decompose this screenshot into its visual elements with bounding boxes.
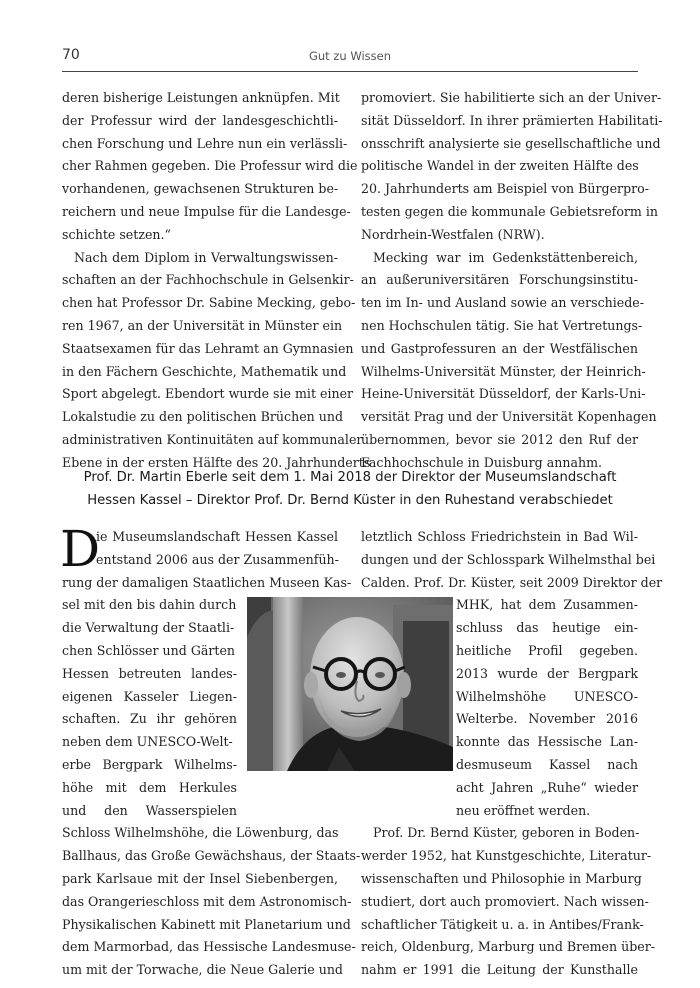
header-rule [62,71,638,72]
text-line: letztlich Schloss Friedrichstein in Bad Wil- [361,529,638,544]
text-line: administrativen Kontinuitäten auf kommunaler [62,431,363,447]
text-line: testen gegen die kommunale Gebietsreform in [361,203,659,219]
text-line: Schloss Wilhelmshöhe, die Löwenburg, das [62,825,339,841]
text-line: 2013 wurde der Bergpark [456,665,638,681]
text-line: heitliche Profil gegeben. [456,642,638,658]
text-line: schaften an der Fachhochschule in Gelsenkir- [62,272,354,288]
text-line: Nordrhein-Westfalen (NRW). [361,226,545,242]
page-number: 70 [62,47,80,63]
text-line: übernommen, bevor sie 2012 den Ruf der [361,431,638,447]
text-line: an außeruniversitären Forschungsinstitu- [361,272,638,288]
text-line: Physikalischen Kabinett mit Planetarium und [62,916,351,932]
text-line: schaften. Zu ihr gehören [62,711,237,727]
text-line: schluss das heutige ein- [456,620,638,636]
text-line: dem Marmorbad, das Hessische Landesmuse- [62,939,356,955]
text-line: in den Fächern Geschichte, Mathematik und [62,363,347,379]
ear-right [397,672,411,698]
text-line: konnte das Hessische Lan- [456,734,638,750]
text-line: Lokalstudie zu den politischen Brüchen und [62,409,344,425]
eye-left [336,672,346,678]
text-line: um mit der Torwache, die Neue Galerie und [62,962,343,978]
text-line: die Verwaltung der Staatli- [62,620,235,636]
ear-left [304,672,318,698]
text-line: onsschrift analysierte sie gesellschaftliche und [361,135,661,151]
text-line: Ballhaus, das Große Gewächshaus, der Staats- [62,848,361,864]
text-line: entstand 2006 aus der Zusammenfüh- [96,551,339,567]
text-line: Sport abgelegt. Ebendort wurde sie mit einer [62,386,354,402]
headline-line: Hessen Kassel – Direktor Prof. Dr. Bernd Küster in den Ruhestand verabschiedet [87,492,613,508]
text-line: Mecking war im Gedenkstättenbereich, [373,249,638,265]
text-line: promoviert. Sie habilitierte sich an der Univer- [361,90,662,105]
text-line: sität Düsseldorf. In ihrer prämierten Habilitati- [361,112,663,128]
text-line: 20. Jahrhunderts am Beispiel von Bürgerpro- [361,181,649,197]
section1-right-column [361,87,663,475]
text-line: Fachhochschule in Duisburg annahm. [361,454,603,470]
text-line: Wilhelms-Universität Münster, der Heinrich- [361,363,646,379]
text-line: versität Prag und der Universität Kopenhagen [361,409,657,425]
text-line: werder 1952, hat Kunstgeschichte, Literatur- [361,848,652,864]
text-line: Welterbe. November 2016 [456,711,638,727]
background-arch [247,611,277,771]
text-line: park Karlsaue mit der Insel Siebenbergen, [62,870,338,886]
text-line: Hessen betreuten landes- [62,665,237,681]
text-line: neben dem UNESCO-Welt- [62,734,233,750]
text-line: der Professur wird der landesgeschichtli- [62,112,338,128]
text-line: cher Rahmen gegeben. Die Professur wird die [62,158,358,174]
text-line: erbe Bergpark Wilhelms- [62,756,237,772]
text-line: reichern und neue Impulse für die Landesge- [62,203,351,219]
section1-left-column [62,87,371,475]
article-headline [62,467,638,512]
text-line: chen hat Professor Dr. Sabine Mecking, gebo- [62,295,356,311]
eye-right [375,672,385,678]
text-line: Staatsexamen für das Lehramt an Gymnasien [62,340,354,356]
text-line: chen Schlösser und Gärten [62,642,236,658]
portrait-photo [247,597,453,771]
running-header [62,47,638,67]
text-line: reich, Oldenburg, Marburg und Bremen über- [361,939,656,955]
portrait-image [247,597,453,771]
text-line: sel mit den bis dahin durch [62,597,237,613]
text-line: dungen und der Schlosspark Wilhelmsthal bei [361,551,656,567]
text-line: ren 1967, an der Universität in Münster ein [62,317,343,333]
background-pillar [273,597,303,771]
text-line: Prof. Dr. Bernd Küster, geboren in Boden- [373,825,640,841]
text-line: studiert, dort auch promoviert. Nach wissen- [361,893,649,909]
text-line: Calden. Prof. Dr. Küster, seit 2009 Direktor der [361,574,663,590]
text-line: schichte setzen.“ [62,226,171,242]
text-line: desmuseum Kassel nach [456,756,638,772]
text-line: nen Hochschulen tätig. Sie hat Vertretungs- [361,317,643,333]
text-line: und Gastprofessuren an der Westfälischen [361,340,638,356]
text-line: Wilhelmshöhe UNESCO- [456,688,638,704]
text-line: acht Jahren „Ruhe“ wieder [456,779,638,795]
text-line: Nach dem Diplom in Verwaltungswissen- [74,249,338,265]
text-line: ten im In- und Ausland sowie an verschiede- [361,295,645,311]
text-line: neu eröffnet werden. [456,802,591,818]
text-line: und den Wasserspielen [62,802,237,818]
text-line: rung der damaligen Staatlichen Museen Kas- [62,574,352,590]
drop-cap: D [60,520,101,578]
text-line: schaftlicher Tätigkeit u. a. in Antibes/Frank- [361,916,644,932]
text-line: Heine-Universität Düsseldorf, der Karls-Uni- [361,386,646,402]
text-line: das Orangerieschloss mit dem Astronomisch- [62,893,352,909]
text-line: MHK, hat dem Zusammen- [456,597,638,613]
text-line: deren bisherige Leistungen anknüpfen. Mit [62,90,340,105]
text-line: höhe mit dem Herkules [62,779,237,795]
text-line: nahm er 1991 die Leitung der Kunsthalle [361,962,638,978]
text-line: Ebene in der ersten Hälfte des 20. Jahrhunderts [62,454,371,470]
text-line: politische Wandel in der zweiten Hälfte des [361,158,639,174]
text-line: vorhandenen, gewachsenen Strukturen be- [62,181,339,197]
text-line: wissenschaften und Philosophie in Marburg [361,870,642,886]
section-title: Gut zu Wissen [308,49,391,63]
text-line: ie Museumslandschaft Hessen Kassel [96,529,338,544]
headline-line: Prof. Dr. Martin Eberle seit dem 1. Mai 2018 der Direktor der Museumslandschaft [83,470,617,485]
text-line: eigenen Kasseler Liegen- [62,688,237,704]
text-line: chen Forschung und Lehre nun ein verlässli- [62,135,348,151]
